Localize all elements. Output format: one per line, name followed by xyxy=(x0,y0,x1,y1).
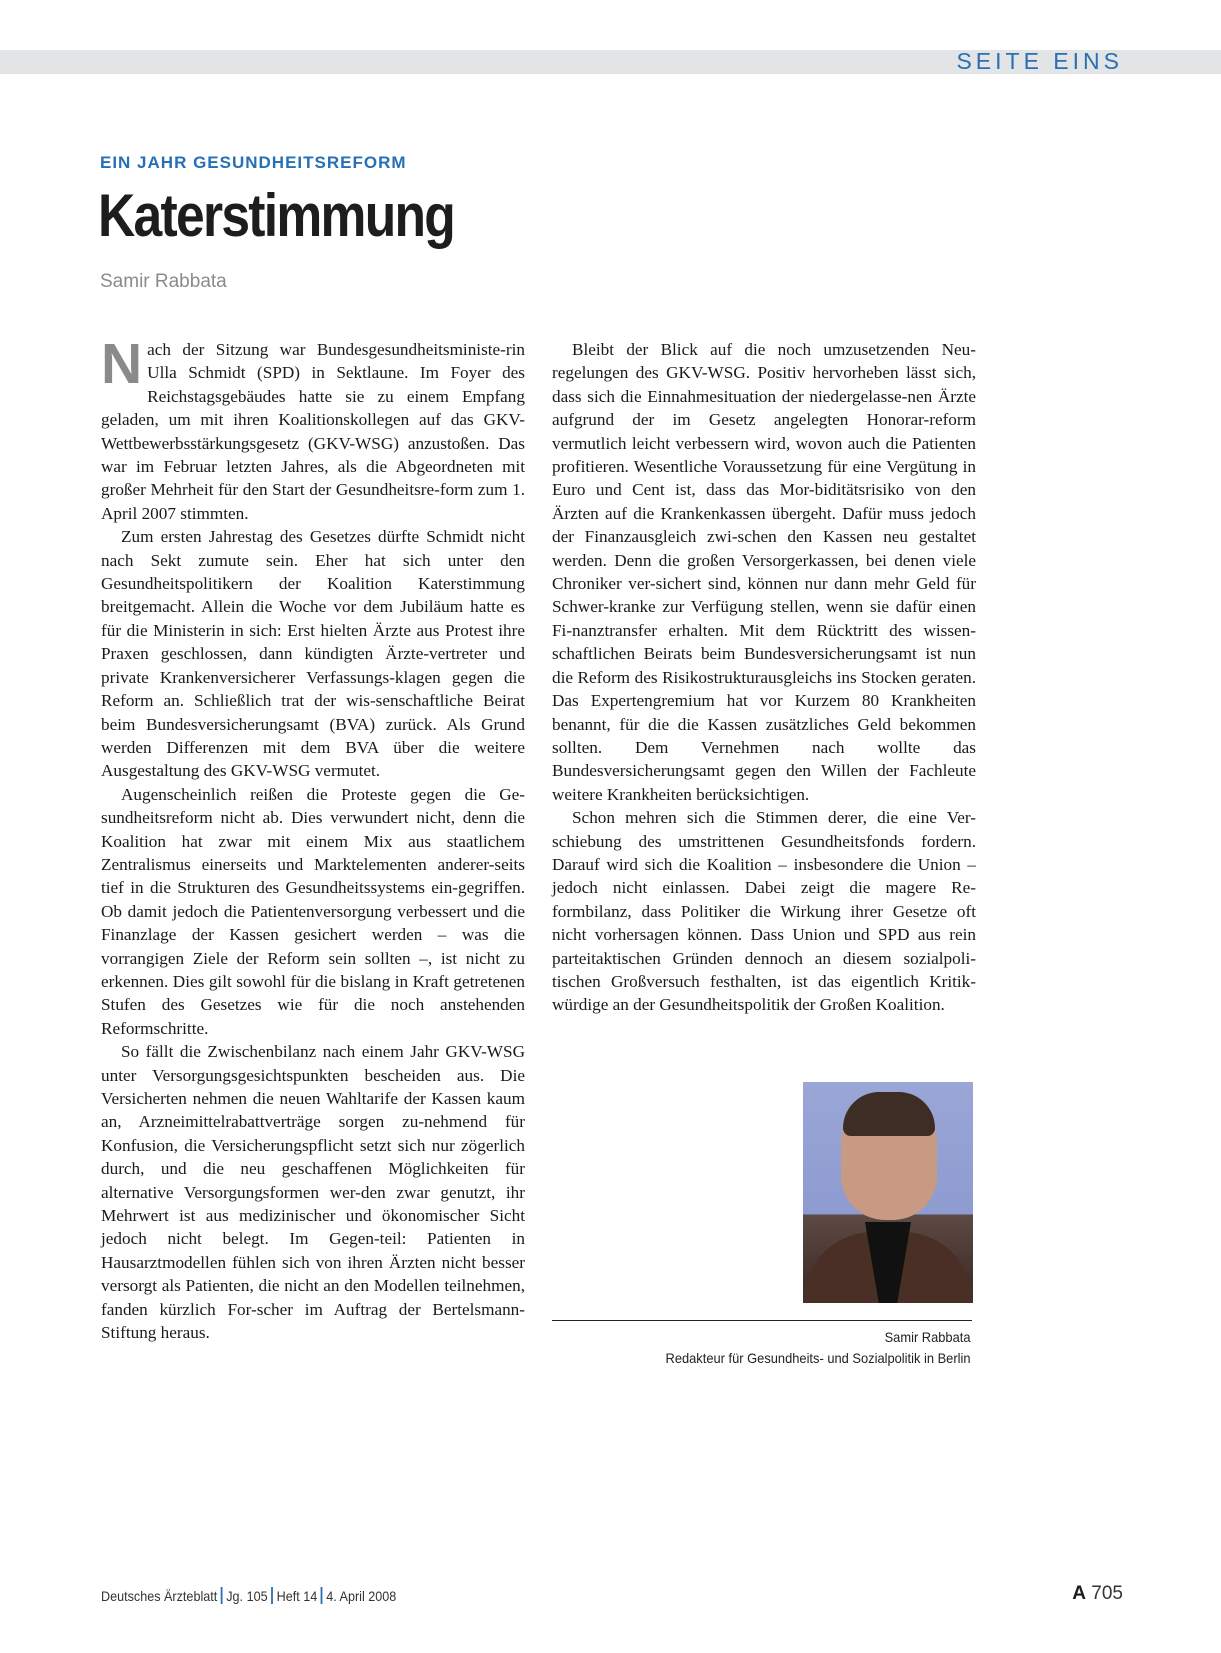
footer-issue: Heft 14 xyxy=(276,1588,318,1604)
article-column-right xyxy=(552,338,976,1017)
paragraph: Schon mehren sich die Stimmen derer, die eine Ver-schiebung des umstrittenen Gesundheitsfonds fordern. Darauf wird sich die Koalition – insbesondere die Union – jedoch nicht einlassen. Dabei zeigt die magere Re-formbilanz, dass Politiker die Wirkung ihrer Gesetze oft nicht vorhersagen können. Dass Union und SPD aus rein parteitaktischen Gründen dennoch an diesem sozialpoli-tischen Großversuch festhalten, ist das eigentlich Kritik-würdige an der Gesundheitspolitik der Großen Koalition. xyxy=(552,808,976,1015)
article-title: Katerstimmung xyxy=(98,182,455,249)
paragraph: So fällt die Zwischenbilanz nach einem Jahr GKV-WSG unter Versorgungsgesichtspunkten bescheiden aus. Die Versicherten nehmen die neuen Wahltarife der Kassen kaum an, Arzneimittelrabattverträge sorgen zu-nehmend für Konfusion, die Versicherungspflicht setzt sich nur zögerlich durch, und die neu geschaffenen Möglichkeiten für alternative Versorgungsformen wer-den zwar genutzt, ihr Mehrwert ist aus medizinischer und ökonomischer Sicht jedoch nicht belegt. Im Gegen-teil: Patienten in Hausarztmodellen fühlen sich von ihren Ärzten nicht besser versorgt als Patienten, die nicht an den Modellen teilnehmen, fanden kürzlich For-scher im Auftrag der Bertelsmann-Stiftung heraus. xyxy=(101,1042,525,1343)
article-column-left xyxy=(101,332,525,1344)
footer-date: 4. April 2008 xyxy=(326,1588,397,1604)
author-caption xyxy=(666,1327,971,1369)
section-label: SEITE EINS xyxy=(956,48,1123,74)
paragraph: Augenscheinlich reißen die Proteste gegen die Ge-sundheitsreform nicht ab. Dies verwundert nicht, denn die Koalition hat zwar mit einem Mix aus staatlichem Zentralismus einerseits und Marktelementen anderer-seits tief in die Strukturen des Gesundheitssystems ein-gegriffen. Ob damit jedoch die Patientenversorgung verbessert und die Finanzlage der Kassen gesichert werden – was die vorrangigen Ziele der Reform sein sollten –, ist nicht zu erkennen. Dies gilt sowohl für die bislang in Kraft getretenen Stufen des Gesetzes wie für die noch anstehenden Reformschritte. xyxy=(101,784,525,1038)
article-author: Samir Rabbata xyxy=(100,271,227,292)
caption-divider xyxy=(552,1320,972,1321)
author-caption-name: Samir Rabbata xyxy=(885,1329,971,1345)
page-number: A 705 xyxy=(1072,1583,1123,1604)
footer-volume: Jg. 105 xyxy=(226,1588,268,1604)
paragraph: Zum ersten Jahrestag des Gesetzes dürfte Schmidt nicht nach Sekt zumute sein. Eher hat sich unter den Gesundheitspolitikern der Koalition Katerstimmung breitgemacht. Allein die Woche vor dem Jubiläum hatte es für die Ministerin in sich: Erst hielten Ärzte aus Protest ihre Praxen geschlossen, dann kündigten Ärzte-vertreter und private Krankenversicherer Verfassungs-klagen gegen die Reform an. Schließlich trat der wis-senschaftliche Beirat beim Bundesversicherungsamt (BVA) zurück. Als Grund werden Differenzen mit dem BVA über die weitere Ausgestaltung des GKV-WSG vermutet. xyxy=(101,527,525,781)
dropcap: N xyxy=(101,332,143,396)
author-caption-role: Redakteur für Gesundheits- und Sozialpolitik in Berlin xyxy=(666,1350,971,1366)
paragraph: Bleibt der Blick auf die noch umzusetzenden Neu-regelungen des GKV-WSG. Positiv hervorheben lässt sich, dass sich die Einnahmesituation der niedergelasse-nen Ärzte aufgrund der im Gesetz angelegten Honorar-reform vermutlich leicht verbessern wird, wovon auch die Patienten profitieren. Wesentliche Voraussetzung für eine Vergütung in Euro und Cent ist, dass das Mor-biditätsrisiko von den Ärzten auf die Krankenkassen übergeht. Dafür muss jedoch der Finanzausgleich zwi-schen den Kassen neu gestaltet werden. Denn die großen Versorgerkassen, bei denen viele Chroniker ver-sichert sind, können nur dann mehr Geld für Schwer-kranke zur Verfügung stellen, wenn sie dafür einen Fi-nanztransfer erhalten. Mit dem Rücktritt des wissen-schaftlichen Beirats beim Bundesversicherungsamt ist nun die Reform des Risikostrukturausgleichs ins Stocken geraten. Das Expertengremium hat vor Kurzem 80 Krankheiten benannt, für die die Kassen zusätzliches Geld bekommen sollten. Dem Vernehmen nach wollte das Bundesversicherungsamt gegen den Willen der Fachleute weitere Krankheiten berücksichtigen. xyxy=(552,340,976,804)
footer-journal: Deutsches Ärzteblatt xyxy=(101,1588,218,1604)
author-photo xyxy=(803,1082,973,1303)
article-kicker: EIN JAHR GESUNDHEITSREFORM xyxy=(100,153,407,172)
footer-citation xyxy=(101,1587,396,1604)
paragraph: Nach der Sitzung war Bundesgesundheitsministe-rin Ulla Schmidt (SPD) in Sektlaune. Im Foyer des Reichstagsgebäudes hatte sie zu einem Empfang geladen, um mit ihren Koalitionskollegen auf das GKV-Wettbewerbsstärkungsgesetz (GKV-WSG) anzustoßen. Das war im Februar letzten Jahres, als die Abgeordneten mit großer Mehrheit für den Start der Gesundheitsre-form zum 1. April 2007 stimmten. xyxy=(101,332,525,523)
